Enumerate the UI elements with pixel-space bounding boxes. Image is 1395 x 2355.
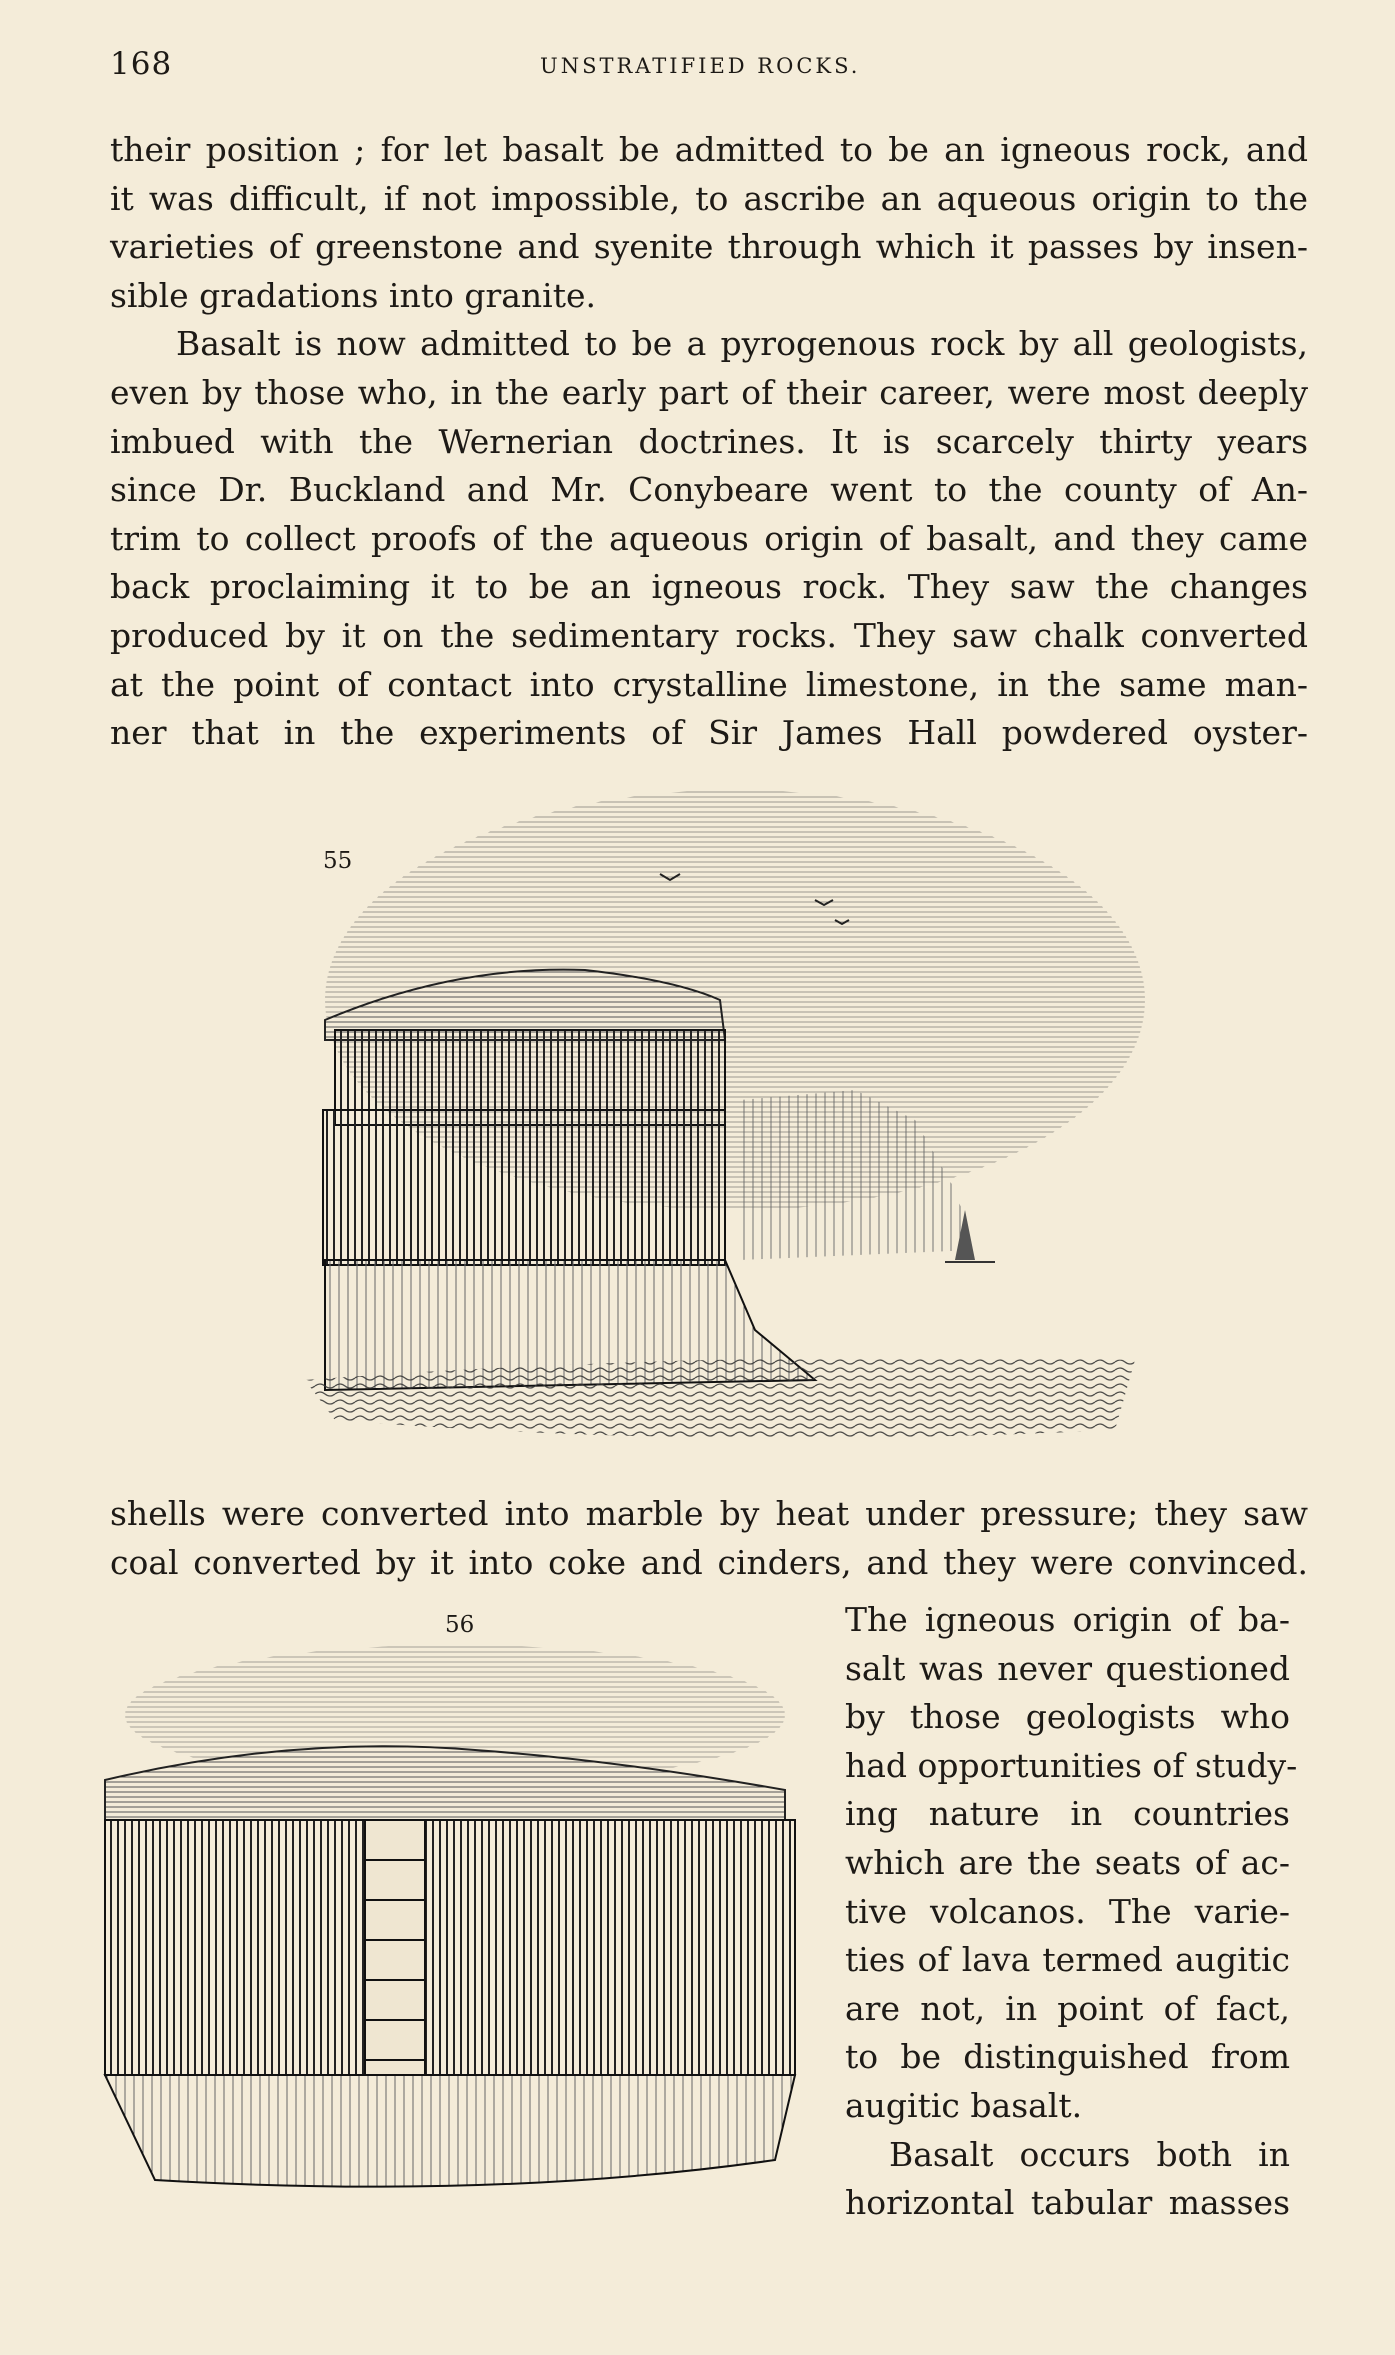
text-line: imbued with the Wernerian doctrines. It is scarcely thirty years <box>110 421 1308 461</box>
text-line: salt was never questioned <box>845 1648 1290 1688</box>
columnar-basalt-quarry-illustration <box>95 1640 820 2215</box>
text-line: their position ; for let basalt be admitted to be an igneous rock, and <box>110 130 1308 169</box>
body-text-top <box>110 126 1308 758</box>
text-line: sible gradations into granite. <box>110 275 597 315</box>
figure-56-label: 56 <box>445 1612 475 1638</box>
text-line: even by those who, in the early part of their career, were most deeply <box>110 372 1308 412</box>
text-line: had opportunities of study- <box>845 1745 1298 1785</box>
running-head <box>110 46 1310 86</box>
text-line: since Dr. Buckland and Mr. Conybeare went to the county of An- <box>110 470 1308 510</box>
text-line: ing nature in countries <box>845 1794 1290 1834</box>
section-title: UNSTRATIFIED ROCKS. <box>540 54 861 78</box>
text-line: ner that in the experiments of Sir James Hall powdered oyster- <box>110 713 1308 753</box>
figure-55-label: 55 <box>323 848 353 874</box>
text-line: augitic basalt. <box>845 2085 1083 2125</box>
text-line: Basalt is now admitted to be a pyrogenous rock by all geologists, <box>176 324 1308 364</box>
text-line: varieties of greenstone and syenite through which it passes by insen- <box>110 227 1308 267</box>
text-line: horizontal tabular masses <box>845 2183 1290 2223</box>
coastal-basalt-cliff-illustration <box>255 790 1165 1440</box>
text-line: ties of lava termed augitic <box>845 1940 1290 1980</box>
page-number: 168 <box>110 46 173 82</box>
text-line: The igneous origin of ba- <box>845 1600 1290 1639</box>
text-line: by those geologists who <box>845 1697 1290 1737</box>
text-line: produced by it on the sedimentary rocks. They saw chalk converted <box>110 615 1308 655</box>
body-text-right-column <box>845 1596 1298 2228</box>
text-line: trim to collect proofs of the aqueous origin of basalt, and they came <box>110 518 1308 558</box>
text-line: are not, in point of fact, <box>845 1988 1290 2028</box>
text-line: which are the seats of ac- <box>845 1842 1290 1882</box>
text-line: coal converted by it into coke and cinders, and they were convinced. <box>110 1542 1308 1582</box>
text-line: to be distinguished from <box>845 2037 1290 2077</box>
text-line: tive volcanos. The varie- <box>845 1891 1290 1931</box>
text-line: Basalt occurs both in <box>889 2134 1290 2174</box>
text-line: back proclaiming it to be an igneous rock. They saw the changes <box>110 567 1308 607</box>
text-line: shells were converted into marble by heat under pressure; they saw <box>110 1494 1308 1533</box>
text-line: it was difficult, if not impossible, to ascribe an aqueous origin to the <box>110 178 1308 218</box>
text-line: at the point of contact into crystalline limestone, in the same man- <box>110 664 1308 704</box>
body-text-middle <box>110 1490 1308 1587</box>
